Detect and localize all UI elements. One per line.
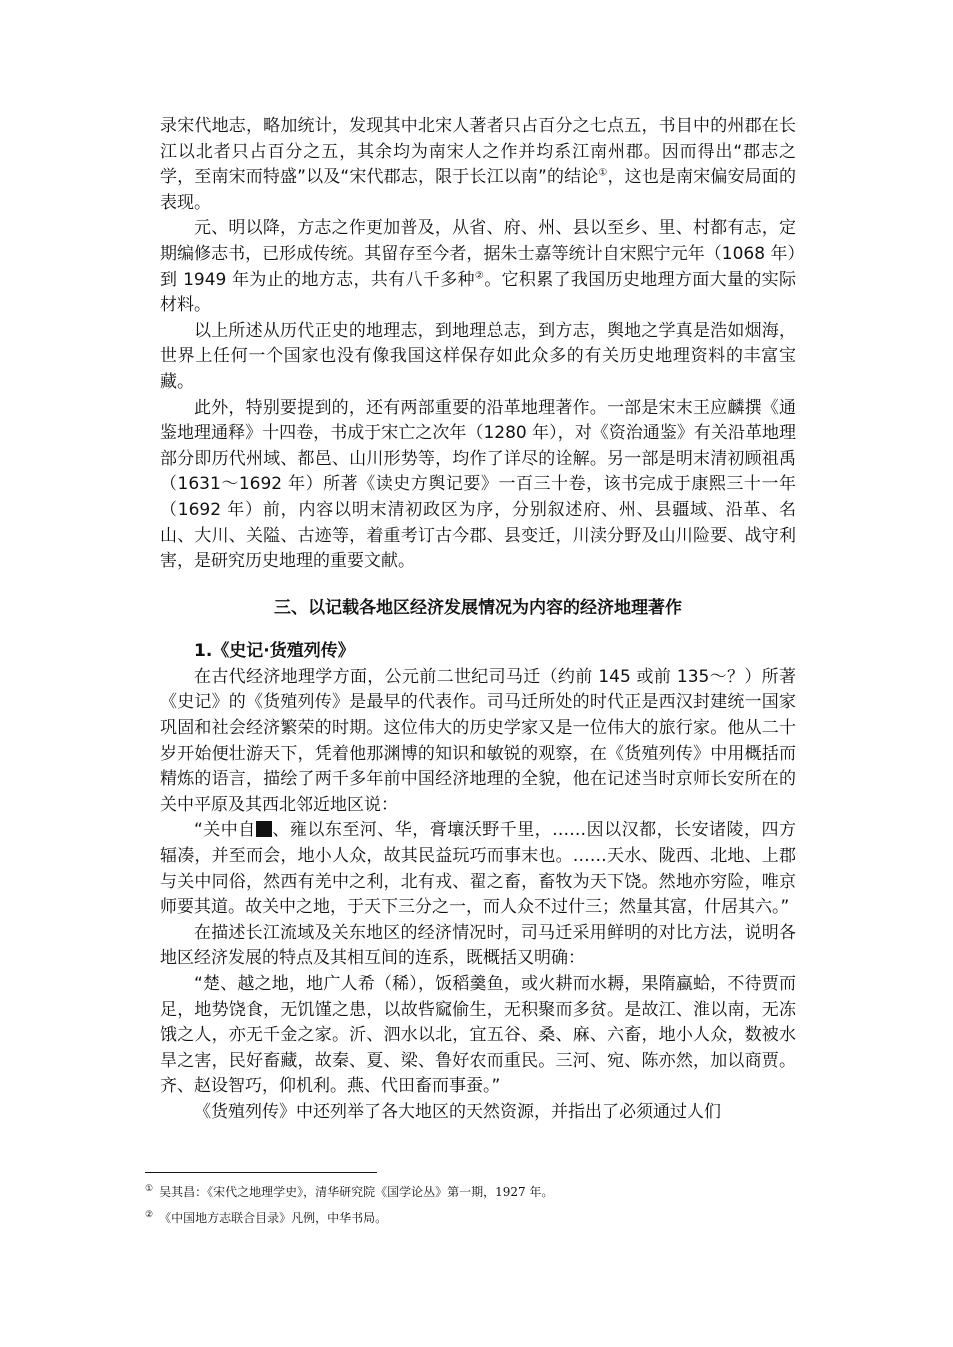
sub-heading: 1.《史记·货殖列传》 [194, 641, 355, 662]
footnote-mark: ① [145, 1184, 154, 1194]
paragraph-song-gazetteers: 录宋代地志，略加统计，发现其中北宋人著者只占百分之七点五，书目中的州郡在长江以北者只占百分之五，其余均为南宋人之作并均系江南州郡。因而得出“郡志之学，至南宋而特盛”以及“宋代郡志，限于长江以南”的结论①，这也是南宋偏安局面的表现。 [160, 116, 797, 213]
quote-guanzhong: “关中自 、雍以东至河、华，膏壤沃野千里，……因以汉都，长安诸陵，四方辐凑，并至而会，地小人众，故其民益玩巧而事末也。……天水、陇西、北地、上郡与关中同俗，然西有羌中之利，北有戎、翟之畜，畜牧为天下饶。然地亦穷险，唯京师要其道。故关中之地，于天下三分之一，而人众不过什三；然量其富，什居其六。” [160, 820, 797, 918]
paragraph-yangtze: 在描述长江流域及关东地区的经济情况时，司马迁采用鲜明的对比方法，说明各地区经济发展的特点及其相互间的连系，既概括又明确： [160, 922, 796, 969]
footnote-mark: ② [145, 1210, 154, 1220]
section-heading: 三、以记载各地区经济发展情况为内容的经济地理著作 [274, 597, 682, 618]
paragraph-last: 《货殖列传》中还列举了各大地区的天然资源，并指出了必须通过人们 [194, 1101, 721, 1122]
footnotes [145, 1172, 805, 1235]
paragraph-evolution-works: 此外，特别要提到的，还有两部重要的沿革地理著作。一部是宋末王应麟撰《通鉴地理通释》十四卷，书成于宋亡之次年（1280 年），对《资治通鉴》有关沿革地理部分即历代州域、都邑、山川形势等，均作了详尽的诠解。另一部是明末清初顾祖禹（1631～1692 年）所著《读史方舆记要》一百三十卷，该书完成于康熙三十一年（1692 年）前，内容以明末清初政区为序，分别叙述府、州、县疆域、沿革、名山、大川、关隘、古迹等，着重考订古今郡、县变迁，川渎分野及山川险要、战守利害，是研究历史地理的重要文献。 [160, 397, 796, 572]
footnote-2: ② 《中国地方志联合目录》凡例，中华书局。 [145, 1210, 388, 1225]
redacted-character [256, 821, 272, 837]
footnote-1: ① 吴其昌：《宋代之地理学史》，清华研究院《国学论丛》第一期，1927 年。 [145, 1184, 554, 1199]
paragraph-yuan-ming-gazetteers: 元、明以降，方志之作更加普及，从省、府、州、县以至乡、里、村都有志，定期编修志书，已形成传统。其留存至今者，据朱士嘉等统计自宋熙宁元年（1068 年）到 1949 年为止的地方志，共有八千多种②。它积累了我国历史地理方面大量的实际材料。 [160, 218, 797, 316]
footnote-ref[interactable]: ② [474, 269, 485, 281]
paragraph-summary: 以上所述从历代正史的地理志，到地理总志，到方志，舆地之学真是浩如烟海，世界上任何一个国家也没有像我国这样保存如此众多的有关历史地理资料的丰富宝藏。 [160, 320, 796, 392]
paragraph-shiji-intro: 在古代经济地理学方面，公元前二世纪司马迁（约前 145 或前 135～？）所著《史记》的《货殖列传》是最早的代表作。司马迁所处的时代正是西汉封建统一国家巩固和社会经济繁荣的时期。这位伟大的历史学家又是一位伟大的旅行家。他从二十岁开始便壮游天下，凭着他那渊博的知识和敏锐的观察，在《货殖列传》中用概括而精炼的语言，描绘了两千多年前中国经济地理的全貌，他在记述当时京师长安所在的关中平原及其西北邻近地区说： [160, 666, 796, 815]
quote-chu-yue: “楚、越之地，地广人希（稀），饭稻羹鱼，或火耕而水耨，果隋蠃蛤，不待贾而足，地势饶食，无饥馑之患，以故呰窳偷生，无积聚而多贫。是故江、淮以南，无冻饿之人，亦无千金之家。沂、泗水以北，宜五谷、桑、麻、六畜，地小人众，数被水旱之害，民好畜藏，故秦、夏、梁、鲁好农而重民。三河、宛、陈亦然，加以商贾。齐、赵设智巧，仰机利。燕、代田畜而事蚕。” [160, 974, 796, 1097]
page-body [160, 114, 796, 1126]
footnote-ref[interactable]: ① [598, 167, 608, 179]
footnote-divider [145, 1172, 377, 1173]
